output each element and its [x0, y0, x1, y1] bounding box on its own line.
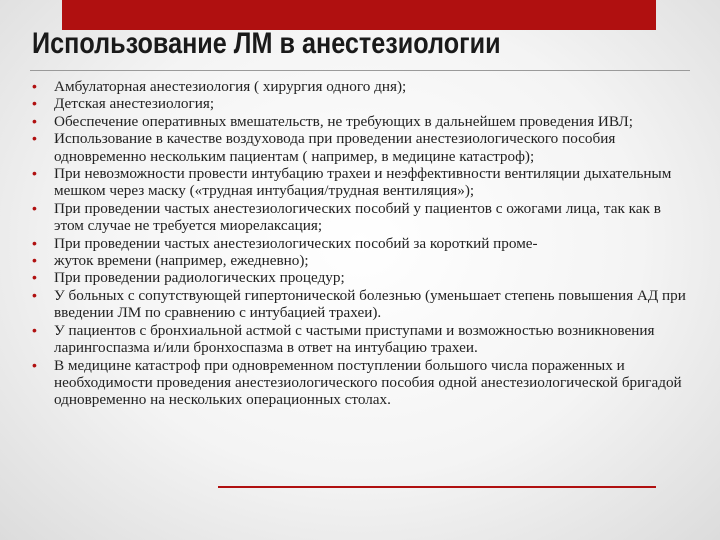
title-divider — [30, 70, 690, 71]
slide-title: Использование ЛМ в анестезиологии — [32, 27, 501, 60]
bullet-item: • У пациентов с бронхиальной астмой с частыми приступами и возможностью возникновения ларингоспазма и/или бронхоспазма в ответ на интубацию трахеи. — [30, 322, 690, 357]
bullet-item: • Обеспечение оперативных вмешательств, не требующих в дальнейшем проведения ИВЛ; — [30, 113, 690, 130]
bullet-list — [30, 78, 690, 409]
accent-underline — [218, 486, 656, 488]
bullet-item: • При невозможности провести интубацию трахеи и неэффективности вентиляции дыхательным мешком через маску («трудная интубация/трудная вентиляция»); — [30, 165, 690, 200]
bullet-item: • У больных с сопутствующей гипертонической болезнью (уменьшает степень повышения АД при введении ЛМ по сравнению с интубацией трахеи). — [30, 287, 690, 322]
bullet-item: • При проведении радиологических процедур; — [30, 269, 690, 286]
bullet-item: • Амбулаторная анестезиология ( хирургия одного дня); — [30, 78, 690, 95]
bullet-item: • При проведении частых анестезиологических пособий за короткий проме- — [30, 235, 690, 252]
bullet-item: • Детская анестезиология; — [30, 95, 690, 112]
bullet-item: • При проведении частых анестезиологических пособий у пациентов с ожогами лица, так как в этом случае не требуется миорелаксация; — [30, 200, 690, 235]
bullet-item: • В медицине катастроф при одновременном поступлении большого числа пораженных и необходимости проведения анестезиологического пособия одной анестезиологической бригадой одновременно на нескольких операционных столах. — [30, 357, 690, 409]
bullet-item: • Использование в качестве воздуховода при проведении анестезиологического пособия одновременно нескольким пациентам ( например, в медицине катастроф); — [30, 130, 690, 165]
bullet-item: • жуток времени (например, ежедневно); — [30, 252, 690, 269]
